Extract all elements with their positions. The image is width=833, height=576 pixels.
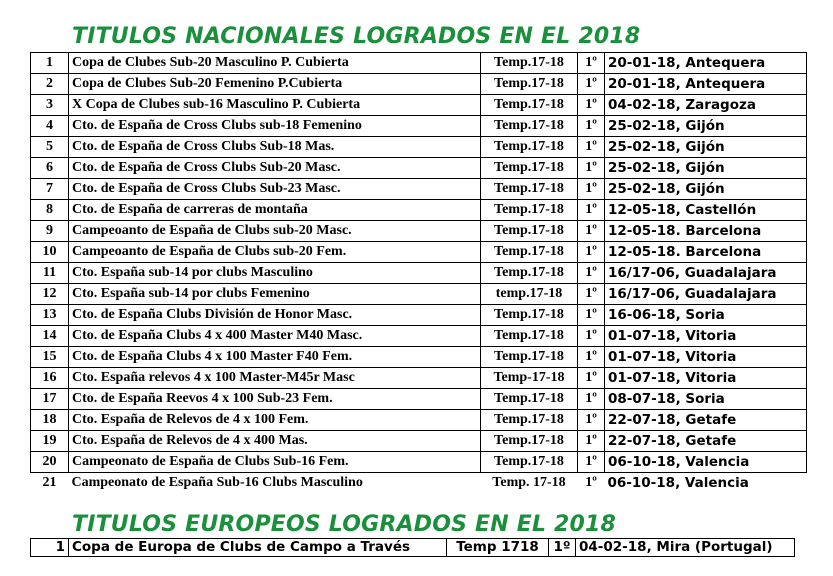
season: Temp.17-18 xyxy=(481,200,578,221)
event-name: Cto. de España Clubs 4 x 100 Master F40 Fem. xyxy=(69,347,481,368)
season: Temp.17-18 xyxy=(481,389,578,410)
placement: 1º xyxy=(578,368,605,389)
table-row xyxy=(31,305,807,326)
date-location: 04-02-18, Mira (Portugal) xyxy=(576,539,795,557)
table-row xyxy=(31,242,807,263)
date-location: 16/17-06, Guadalajara xyxy=(605,284,807,305)
event-name: Cto. de España de Cross Clubs Sub-18 Mas. xyxy=(69,137,481,158)
table-row xyxy=(31,74,807,95)
placement: 1º xyxy=(549,539,576,557)
table-row xyxy=(31,368,807,389)
placement: 1º xyxy=(578,389,605,410)
date-location: 20-01-18, Antequera xyxy=(605,74,807,95)
season: Temp.17-18 xyxy=(481,305,578,326)
row-number: 2 xyxy=(31,74,69,95)
date-location: 06-10-18, Valencia xyxy=(605,452,807,473)
table-row xyxy=(31,200,807,221)
season: Temp.17-18 xyxy=(481,221,578,242)
row-number: 8 xyxy=(31,200,69,221)
row-number: 16 xyxy=(31,368,69,389)
placement: 1º xyxy=(578,347,605,368)
event-name: Cto. de España de carreras de montaña xyxy=(69,200,481,221)
table-row xyxy=(31,53,807,74)
placement: 1º xyxy=(578,116,605,137)
season: Temp.17-18 xyxy=(481,158,578,179)
placement: 1º xyxy=(578,200,605,221)
row-number: 19 xyxy=(31,431,69,452)
event-name: Cto. España de Relevos de 4 x 100 Fem. xyxy=(69,410,481,431)
row-number: 6 xyxy=(31,158,69,179)
season: Temp.17-18 xyxy=(481,452,578,473)
season: temp.17-18 xyxy=(481,284,578,305)
season: Temp.17-18 xyxy=(481,137,578,158)
season: Temp.17-18 xyxy=(481,263,578,284)
event-name: Campeoanto de España de Clubs sub-20 Masc. xyxy=(69,221,481,242)
season: Temp.17-18 xyxy=(481,179,578,200)
season: Temp.17-18 xyxy=(481,116,578,137)
table-row xyxy=(31,410,807,431)
placement: 1º xyxy=(578,410,605,431)
row-number: 9 xyxy=(31,221,69,242)
row-number: 18 xyxy=(31,410,69,431)
row-number: 5 xyxy=(31,137,69,158)
date-location: 04-02-18, Zaragoza xyxy=(605,95,807,116)
placement: 1º xyxy=(578,53,605,74)
row-number: 11 xyxy=(31,263,69,284)
row-number: 1 xyxy=(31,53,69,74)
table-row xyxy=(31,137,807,158)
season: Temp.17-18 xyxy=(481,74,578,95)
row-number: 15 xyxy=(31,347,69,368)
date-location: 12-05-18. Barcelona xyxy=(605,221,807,242)
season: Temp 1718 xyxy=(447,539,549,557)
date-location: 22-07-18, Getafe xyxy=(605,410,807,431)
table-row xyxy=(31,389,807,410)
date-location: 01-07-18, Vitoria xyxy=(605,326,807,347)
event-name: Cto. de España de Cross Clubs sub-18 Femenino xyxy=(69,116,481,137)
date-location: 06-10-18, Valencia xyxy=(607,475,749,491)
row-number: 7 xyxy=(31,179,69,200)
event-name: Copa de Europa de Clubs de Campo a Través xyxy=(69,539,447,557)
date-location: 01-07-18, Vitoria xyxy=(605,347,807,368)
table-row xyxy=(31,95,807,116)
placement: 1º xyxy=(578,179,605,200)
date-location: 12-05-18, Castellón xyxy=(605,200,807,221)
placement: 1º xyxy=(578,305,605,326)
date-location: 22-07-18, Getafe xyxy=(605,431,807,452)
table-row xyxy=(31,326,807,347)
placement: 1º xyxy=(578,95,605,116)
row-number: 13 xyxy=(31,305,69,326)
date-location: 25-02-18, Gijón xyxy=(605,158,807,179)
european-titles-table xyxy=(30,538,795,557)
placement: 1º xyxy=(578,137,605,158)
placement: 1º xyxy=(578,221,605,242)
placement: 1º xyxy=(578,284,605,305)
season: Temp.17-18 xyxy=(481,53,578,74)
season: Temp. 17-18 xyxy=(492,475,566,490)
row-number: 3 xyxy=(31,95,69,116)
placement: 1º xyxy=(578,326,605,347)
date-location: 25-02-18, Gijón xyxy=(605,179,807,200)
row-number: 20 xyxy=(31,452,69,473)
table-row xyxy=(31,263,807,284)
event-name: X Copa de Clubes sub-16 Masculino P. Cubierta xyxy=(69,95,481,116)
placement: 1º xyxy=(585,475,597,490)
event-name: Campeonato de España Sub-16 Clubs Masculino xyxy=(71,475,363,490)
table-row xyxy=(31,158,807,179)
event-name: Cto. de España de Cross Clubs Sub-20 Masc. xyxy=(69,158,481,179)
event-name: Campeonato de España de Clubs Sub-16 Fem. xyxy=(69,452,481,473)
season: Temp.17-18 xyxy=(481,95,578,116)
table-row xyxy=(31,452,807,473)
event-name: Cto. de España de Cross Clubs Sub-23 Masc. xyxy=(69,179,481,200)
placement: 1º xyxy=(578,431,605,452)
table-row xyxy=(31,473,807,494)
date-location: 25-02-18, Gijón xyxy=(605,116,807,137)
placement: 1º xyxy=(578,452,605,473)
placement: 1º xyxy=(578,263,605,284)
placement: 1º xyxy=(578,158,605,179)
season: Temp.17-18 xyxy=(481,242,578,263)
season: Temp.17-18 xyxy=(481,326,578,347)
placement: 1º xyxy=(578,74,605,95)
date-location: 20-01-18, Antequera xyxy=(605,53,807,74)
table-row xyxy=(31,284,807,305)
event-name: Cto. de España Clubs 4 x 400 Master M40 Masc. xyxy=(69,326,481,347)
european-titles-heading: TITULOS EUROPEOS LOGRADOS EN EL 2018 xyxy=(72,512,617,537)
national-titles-heading: TITULOS NACIONALES LOGRADOS EN EL 2018 xyxy=(72,24,641,49)
season: Temp.17-18 xyxy=(481,410,578,431)
national-titles-table xyxy=(30,52,807,493)
date-location: 08-07-18, Soria xyxy=(605,389,807,410)
date-location: 12-05-18. Barcelona xyxy=(605,242,807,263)
event-name: Campeoanto de España de Clubs sub-20 Fem. xyxy=(69,242,481,263)
event-name: Cto. España sub-14 por clubs Femenino xyxy=(69,284,481,305)
table-row xyxy=(31,347,807,368)
event-name: Cto. España relevos 4 x 100 Master-M45r Masc xyxy=(69,368,481,389)
placement: 1º xyxy=(578,242,605,263)
event-name: Cto. España de Relevos de 4 x 400 Mas. xyxy=(69,431,481,452)
table-row xyxy=(31,431,807,452)
date-location: 25-02-18, Gijón xyxy=(605,137,807,158)
table-row xyxy=(31,539,795,557)
season: Temp.17-18 xyxy=(481,431,578,452)
row-number: 12 xyxy=(31,284,69,305)
date-location: 16/17-06, Guadalajara xyxy=(605,263,807,284)
row-number: 10 xyxy=(31,242,69,263)
event-name: Copa de Clubes Sub-20 Masculino P. Cubierta xyxy=(69,53,481,74)
table-row xyxy=(31,221,807,242)
row-number: 1 xyxy=(31,539,69,557)
event-name: Copa de Clubes Sub-20 Femenino P.Cubierta xyxy=(69,74,481,95)
table-row xyxy=(31,179,807,200)
season: Temp-17-18 xyxy=(481,368,578,389)
event-name: Cto. España sub-14 por clubs Masculino xyxy=(69,263,481,284)
row-number: 21 xyxy=(42,475,57,490)
date-location: 01-07-18, Vitoria xyxy=(605,368,807,389)
row-number: 17 xyxy=(31,389,69,410)
row-number: 4 xyxy=(31,116,69,137)
season: Temp.17-18 xyxy=(481,347,578,368)
event-name: Cto. de España Clubs División de Honor Masc. xyxy=(69,305,481,326)
row-number: 14 xyxy=(31,326,69,347)
date-location: 16-06-18, Soria xyxy=(605,305,807,326)
table-row xyxy=(31,116,807,137)
event-name: Cto. de España Reevos 4 x 100 Sub-23 Fem. xyxy=(69,389,481,410)
